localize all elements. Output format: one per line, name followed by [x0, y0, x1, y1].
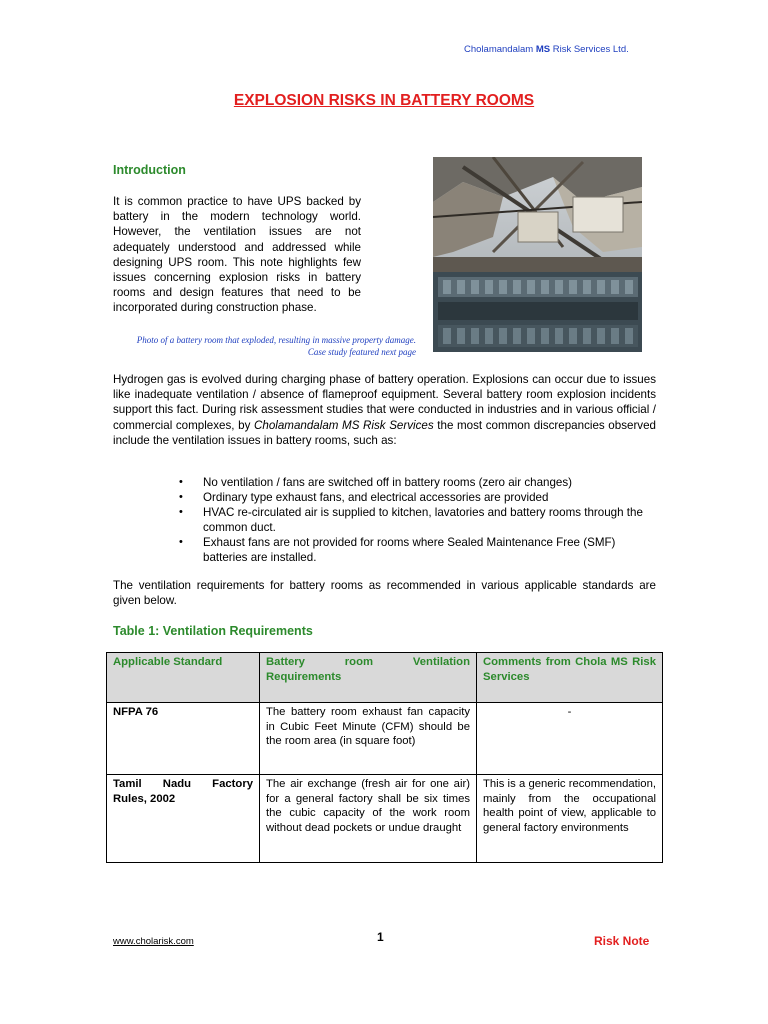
- table-header-row: [107, 653, 663, 703]
- intro-heading: Introduction: [113, 163, 186, 177]
- table-caption: Table 1: Ventilation Requirements: [113, 624, 313, 638]
- table-header-cell: Applicable Standard: [107, 653, 260, 703]
- discrepancy-list: [179, 475, 656, 565]
- bullet-icon: •: [179, 491, 183, 503]
- table-cell: -: [477, 703, 663, 775]
- list-item: • No ventilation / fans are switched off in battery rooms (zero air changes): [179, 476, 573, 489]
- photo-caption: Photo of a battery room that exploded, resulting in massive property damage. Case study featured next page: [136, 335, 416, 357]
- footer-website-link[interactable]: www.cholarisk.com: [113, 936, 194, 947]
- list-item: • HVAC re-circulated air is supplied to kitchen, lavatories and battery rooms through the common duct.: [179, 506, 643, 534]
- table-header-cell: Battery room Ventilation Requirements: [260, 653, 477, 703]
- table-cell: The battery room exhaust fan capacity in Cubic Feet Minute (CFM) should be the room area (in square foot): [260, 703, 477, 775]
- list-item: • Exhaust fans are not provided for rooms where Sealed Maintenance Free (SMF) batteries are installed.: [179, 536, 616, 564]
- table-cell: This is a generic recommendation, mainly from the occupational health point of view, applicable to general factory environments: [477, 775, 663, 863]
- bullet-icon: •: [179, 536, 183, 548]
- body-paragraph-2: The ventilation requirements for battery rooms as recommended in various applicable standards are given below.: [113, 579, 656, 608]
- table-cell: Tamil Nadu Factory Rules, 2002: [107, 775, 260, 863]
- list-item: • Ordinary type exhaust fans, and electrical accessories are provided: [179, 491, 549, 504]
- header-company: [464, 44, 629, 55]
- body-paragraph-1-post: the most common discrepancies observed include the ventilation issues in battery rooms, such as:: [113, 418, 656, 447]
- table-row: [107, 775, 663, 863]
- body-paragraph-1-pre: Hydrogen gas is evolved during charging phase of battery operation. Explosions can occur due to issues like inadequate ventilation / absence of flameproof equipment. Several battery room explosion incidents support this fact. During risk assessment studies that were conducted in industries and in various official / commercial complexes, by: [113, 373, 656, 432]
- table-cell: NFPA 76: [107, 703, 260, 775]
- bullet-icon: •: [179, 476, 183, 488]
- header-company-pre: Cholamandalam: [464, 44, 534, 55]
- bullet-icon: •: [179, 506, 183, 518]
- table-header-cell: Comments from Chola MS Risk Services: [477, 653, 663, 703]
- battery-room-photo-image: [433, 157, 642, 352]
- footer-risk-note: Risk Note: [594, 934, 650, 948]
- body-paragraph-1-company: Cholamandalam MS Risk Services: [254, 418, 434, 432]
- ventilation-table: [106, 652, 663, 863]
- document-title: EXPLOSION RISKS IN BATTERY ROOMS: [233, 92, 535, 109]
- table-row: [107, 703, 663, 775]
- header-company-bold: MS: [535, 44, 551, 55]
- table-cell: The air exchange (fresh air for one air) for a general factory shall be six times the cubic capacity of the work room without dead pockets or undue draught: [260, 775, 477, 863]
- intro-paragraph: It is common practice to have UPS backed by battery in the modern technology world. However, the ventilation issues are not adequately understood and addressed while designing UPS room. This note highlights few issues concerning explosion risks in battery rooms and design features that need to be incorporated during construction phase.: [113, 195, 361, 315]
- page-number: 1: [377, 930, 384, 944]
- header-company-post: Risk Services Ltd.: [552, 44, 629, 55]
- battery-room-photo: [433, 157, 642, 352]
- body-paragraph-1: [113, 372, 656, 448]
